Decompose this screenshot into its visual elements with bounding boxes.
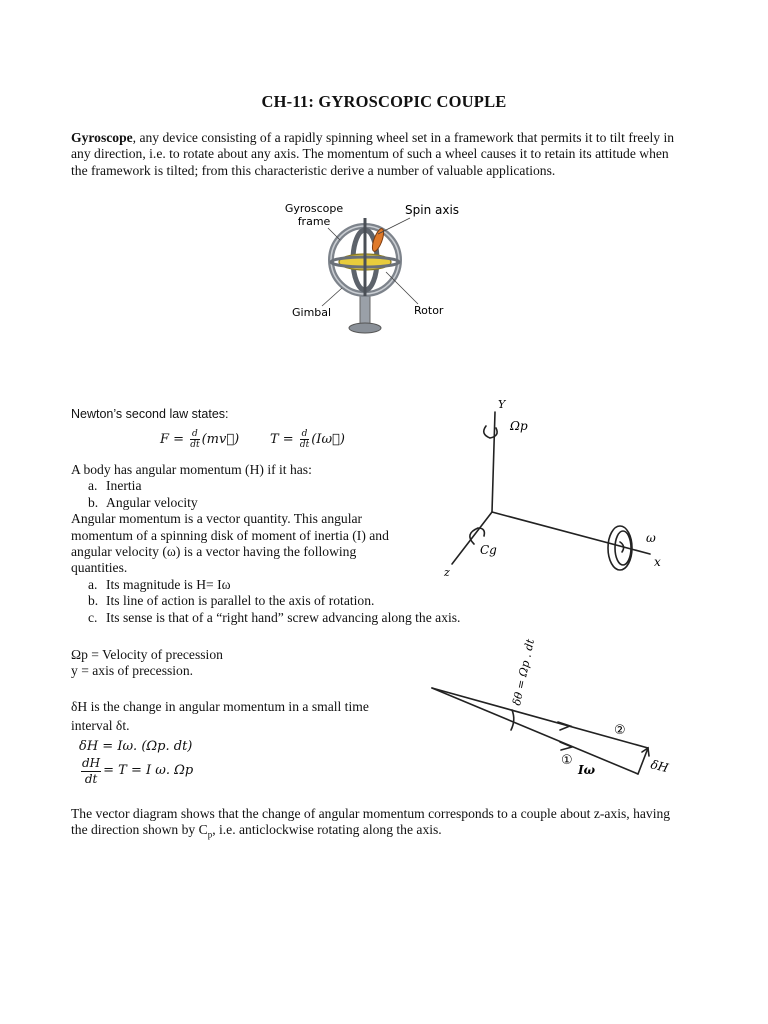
condition-item: a. Inertia bbox=[88, 478, 142, 494]
condition-item: b. Angular velocity bbox=[88, 494, 198, 510]
intro-paragraph bbox=[71, 130, 701, 179]
eq-dhdt-rhs: = T = I ω. Ωp bbox=[103, 763, 194, 779]
gyroscope-figure bbox=[270, 196, 470, 342]
label-dtheta: δθ = Ωp . dt bbox=[510, 637, 537, 707]
label-iw: Iω bbox=[578, 763, 596, 777]
precession-velocity: Ωp = Velocity of precession bbox=[71, 647, 223, 662]
eq-force-lhs: F = bbox=[160, 432, 185, 447]
precession-definitions bbox=[71, 647, 223, 680]
property-item: a. Its magnitude is H= Iω bbox=[88, 576, 231, 592]
newton-equation-torque bbox=[270, 429, 345, 450]
label-x: x bbox=[654, 555, 661, 569]
eq-force-rhs: (mv⃗) bbox=[201, 432, 240, 447]
label-gimbal: Gimbal bbox=[292, 306, 332, 319]
intro-term: Gyroscope bbox=[71, 130, 133, 145]
properties-list bbox=[71, 577, 508, 626]
label-gyroscope-frame-1: Gyroscope bbox=[284, 202, 344, 215]
vector-line-1: Angular momentum is a vector quantity. This angular bbox=[71, 511, 363, 527]
eq-torque-lhs: T = bbox=[270, 432, 294, 447]
vector-2-line bbox=[432, 688, 648, 748]
intro-line-2: any direction, i.e. to rotate about any axis. The momentum of such a wheel causes it to retain its attitude when bbox=[71, 146, 669, 162]
property-item: b. Its line of action is parallel to the axis of rotation. bbox=[88, 593, 375, 609]
label-cg: Cg bbox=[480, 543, 497, 557]
leader-spin bbox=[378, 218, 410, 234]
intro-line-3: the framework is tilted; from this characteristic derive a number of valuable applications. bbox=[71, 162, 556, 178]
vector-2-arrowhead bbox=[558, 722, 570, 730]
leader-frame bbox=[328, 228, 340, 240]
vector-figure bbox=[428, 628, 678, 786]
label-rotor: Rotor bbox=[414, 304, 444, 317]
label-delta-h: δH bbox=[649, 757, 670, 776]
leader-gimbal bbox=[322, 288, 342, 306]
page-title: CH-11: GYROSCOPIC COUPLE bbox=[261, 92, 507, 111]
axes-figure bbox=[440, 396, 680, 581]
eq-dhdt-den: dt bbox=[84, 772, 98, 786]
change-line-2: interval δt. bbox=[71, 718, 130, 734]
eq-force-den: dt bbox=[190, 440, 200, 450]
label-z: z bbox=[444, 566, 450, 579]
vector-line-2: momentum of a spinning disk of moment of inertia (I) and bbox=[71, 527, 389, 543]
eq-torque-den: dt bbox=[299, 440, 310, 450]
y-axis-line bbox=[492, 412, 495, 512]
newton-equation-force bbox=[160, 429, 239, 450]
conclusion-line-2: the direction shown by $C_p$, i.e. anticlockwise rotating along the axis. bbox=[71, 822, 442, 841]
eq-torque-rhs: (Iω⃗) bbox=[311, 432, 345, 447]
vector-1-line bbox=[432, 688, 638, 774]
label-omega-p: Ωp bbox=[510, 419, 528, 433]
property-item: c. Its sense is that of a “right hand” screw advancing along the axis. bbox=[88, 609, 461, 625]
eq-torque-num: d bbox=[301, 429, 308, 439]
intro-line-1 bbox=[71, 130, 701, 146]
eq-dhdt-fraction bbox=[81, 756, 101, 787]
angular-intro: A body has angular momentum (H) if it has: bbox=[71, 462, 312, 477]
conditions-list bbox=[71, 478, 461, 511]
eq-force-fraction bbox=[190, 429, 199, 450]
eq-dhdt-num: dH bbox=[82, 756, 101, 770]
label-vector-1: ① bbox=[561, 753, 573, 768]
eq-force-num: d bbox=[192, 429, 198, 439]
change-line-1: δH is the change in angular momentum in a small time bbox=[71, 699, 369, 714]
label-vector-2: ② bbox=[614, 723, 626, 738]
label-omega: ω bbox=[646, 531, 656, 545]
angular-momentum-section bbox=[71, 462, 461, 626]
vector-line-4: quantities. bbox=[71, 560, 128, 576]
eq-torque-fraction bbox=[300, 429, 309, 450]
label-y: Y bbox=[498, 398, 506, 411]
intro-line-1-text: , any device consisting of a rapidly spinning wheel set in a framework that permits it to tilt freely in bbox=[132, 130, 675, 145]
gyroscope-base bbox=[349, 323, 381, 333]
leader-rotor bbox=[386, 272, 418, 304]
label-gyroscope-frame-2: frame bbox=[297, 215, 331, 228]
conclusion-paragraph bbox=[71, 806, 701, 844]
conclusion-line-1: The vector diagram shows that the change of angular momentum corresponds to a couple about z-axis, having bbox=[71, 806, 671, 821]
change-section bbox=[71, 699, 391, 735]
precession-axis: y = axis of precession. bbox=[71, 663, 194, 679]
label-spin-axis: Spin axis bbox=[405, 203, 460, 217]
change-equation-1: δH = Iω. (Ωp. dt) bbox=[79, 739, 193, 754]
theta-arc bbox=[511, 710, 514, 730]
vector-line-3: angular velocity (ω) is a vector having the following bbox=[71, 544, 357, 560]
change-equation-2 bbox=[79, 756, 193, 787]
newton-intro: Newton’s second law states: bbox=[71, 407, 229, 421]
